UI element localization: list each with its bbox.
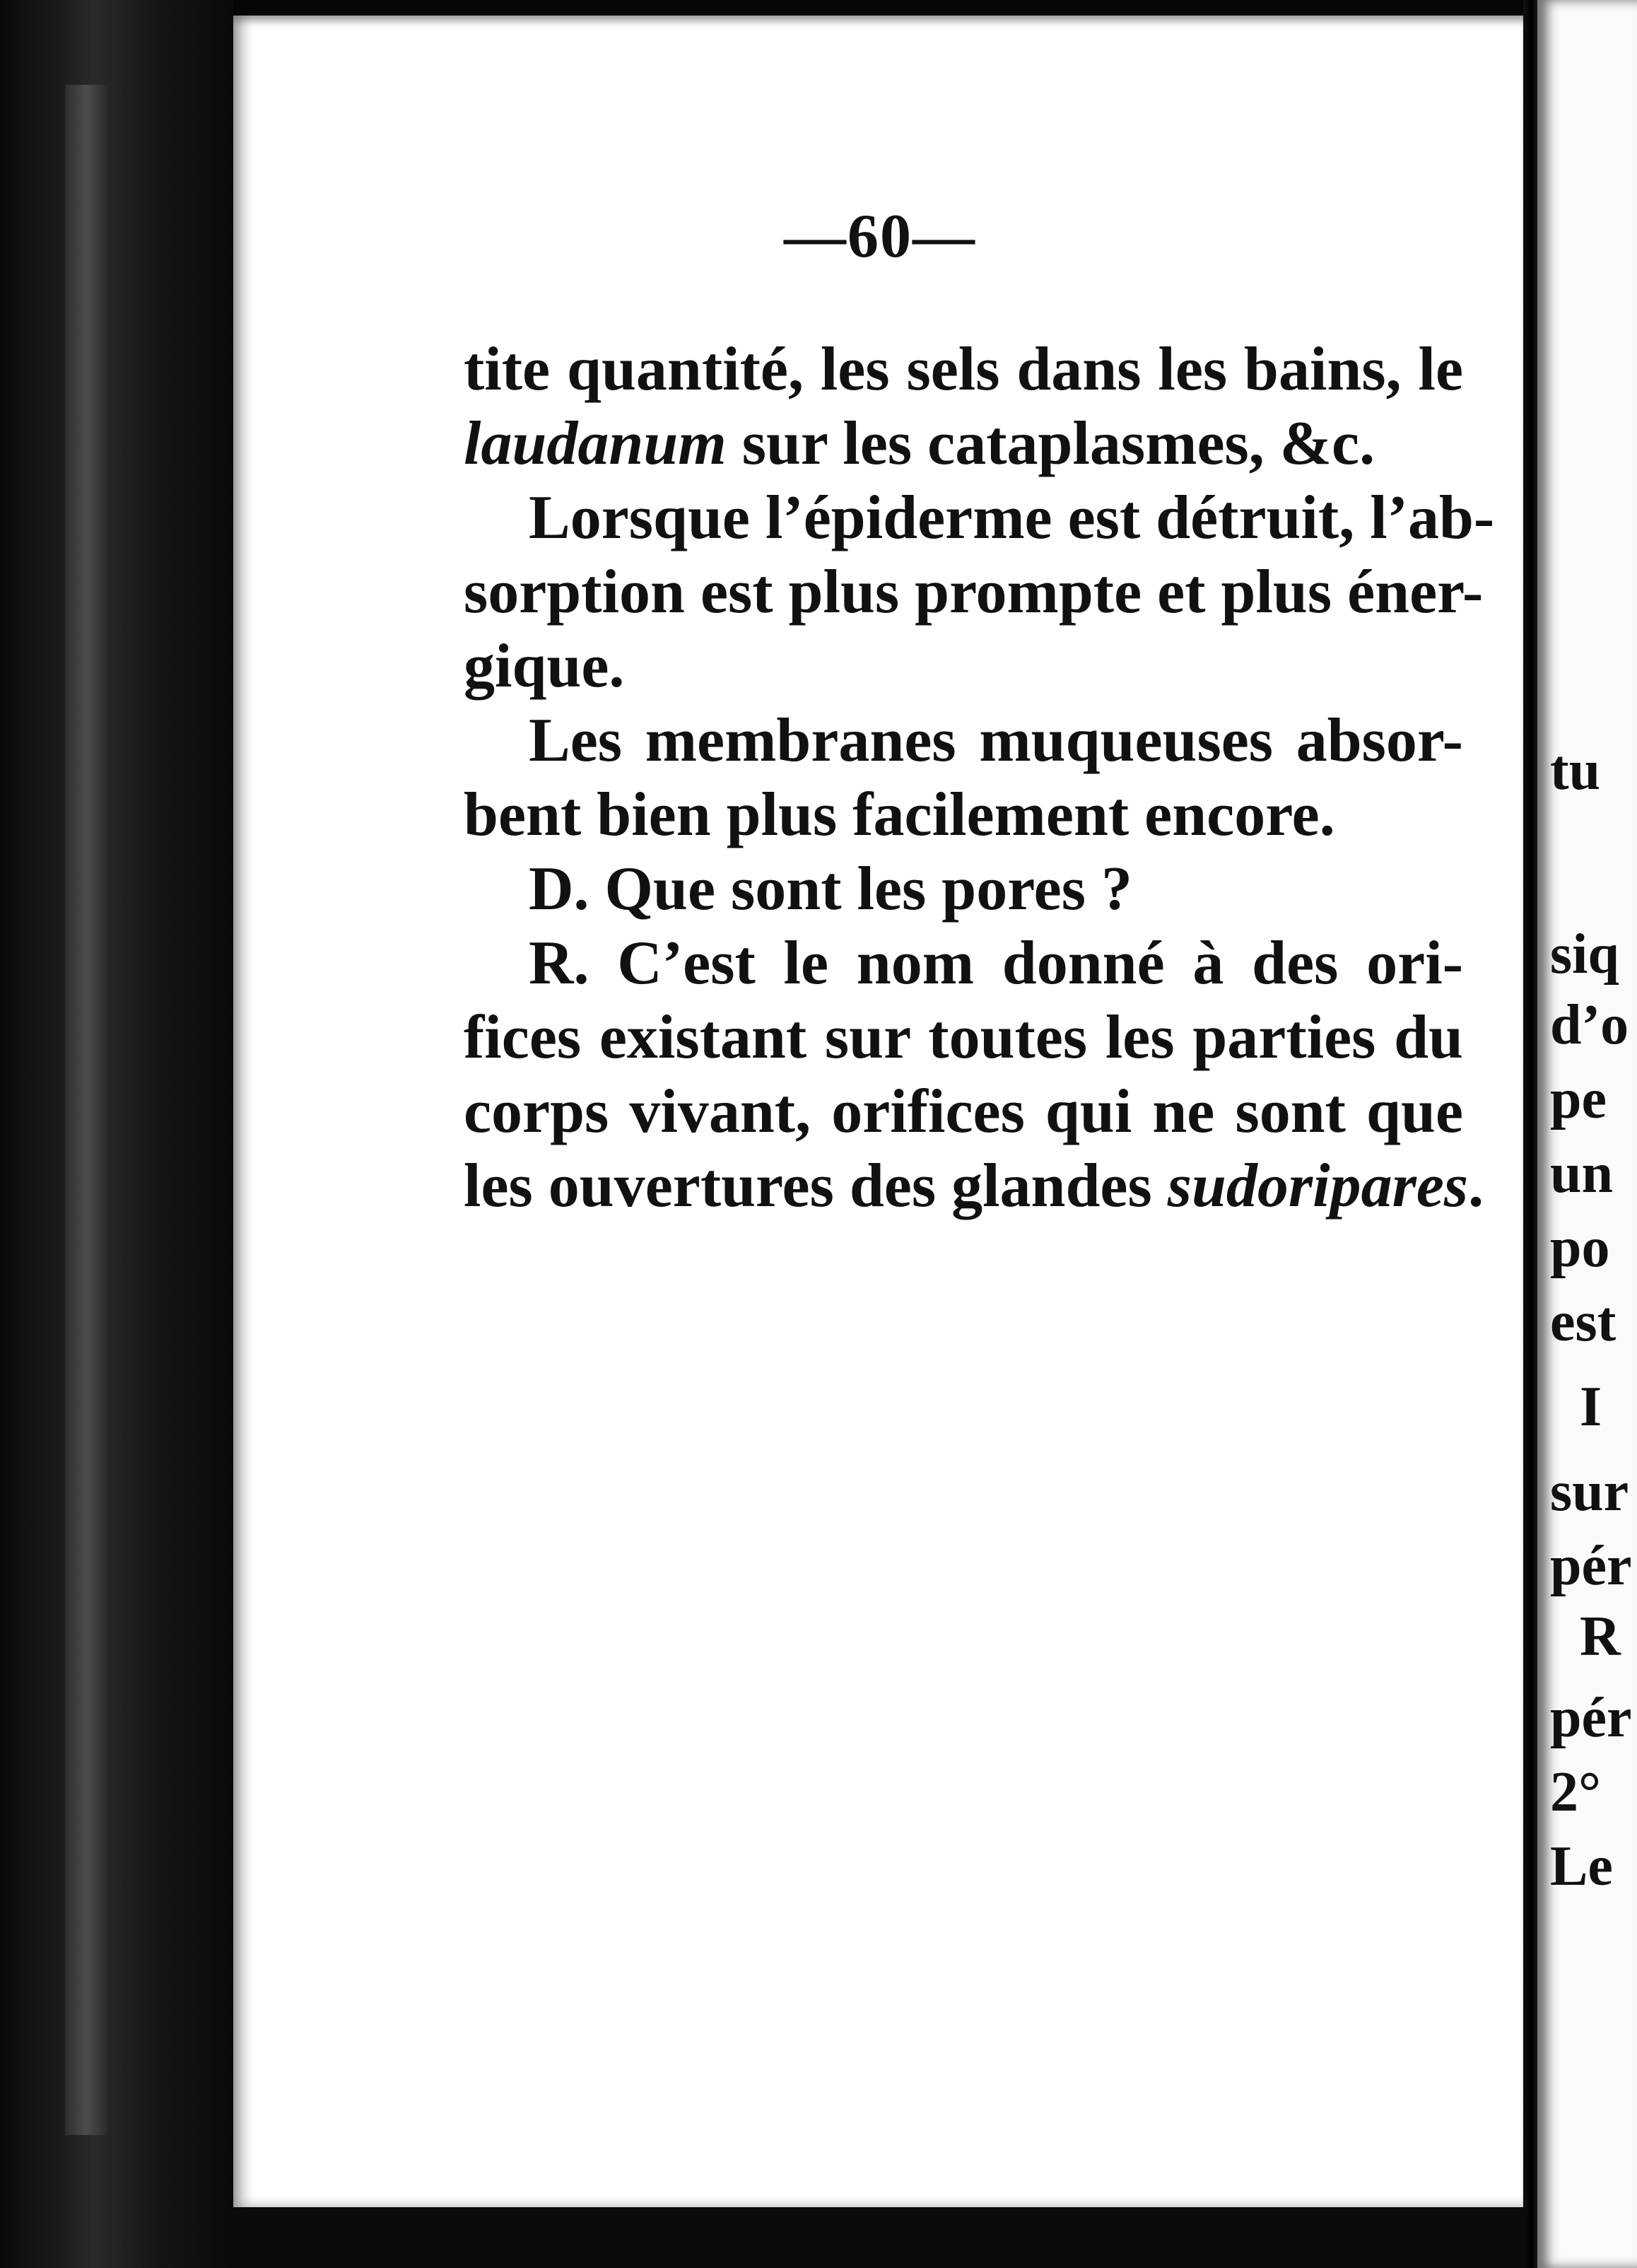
text-line-4: sorption est plus prompte et plus éner- [464,558,1484,626]
right-page-fragment: I [1580,1376,1602,1438]
page-number: —60— [784,202,976,271]
right-page-fragment: d’o [1550,994,1629,1056]
right-page-fragment: tu [1550,740,1601,802]
right-page-fragment: pe [1550,1068,1607,1130]
page-body-text [464,332,1495,1223]
right-page-fragment: po [1550,1217,1610,1279]
text-line-6: Les membranes muqueuses absor- [529,706,1463,775]
right-page-fragment: R [1580,1606,1621,1668]
answer-line-1: R. C’est le nom donné à des ori- [529,929,1463,998]
right-page-fragment: sur [1550,1461,1629,1523]
right-page-fragment: 2° [1550,1761,1601,1823]
text-line-7: bent bien plus facilement encore. [464,781,1335,849]
book-page [233,16,1527,2207]
answer-line-2: fices existant sur toutes les parties du [464,1003,1463,1072]
right-page-fragment: pér [1550,1687,1632,1749]
bottom-scan-edge [233,2207,1527,2268]
right-page-fragment: un [1550,1142,1613,1205]
question-line: D. Que sont les pores ? [529,855,1132,923]
text-line-5: gique. [464,632,625,701]
italic-word: laudanum [464,409,727,478]
answer-line-3: corps vivant, orifices qui ne sont que [464,1077,1463,1146]
right-page-fragment: siq [1550,923,1619,986]
italic-word: sudoripares [1167,1152,1469,1220]
text-line-1: tite quantité, les sels dans les bains, le [464,335,1463,404]
right-page-fragment: pér [1550,1535,1632,1597]
text-line-3: Lorsque l’épiderme est détruit, l’ab- [529,484,1495,552]
left-book-edge [0,0,233,2268]
right-page-fragment: Le [1550,1835,1613,1898]
right-page-fragment: est [1550,1291,1617,1353]
answer-line-4: les ouvertures des glandes sudoripares. [464,1152,1484,1220]
bleed-through-text [445,1316,1470,1389]
adjacent-right-page [1537,0,1637,2268]
left-page-stack [65,85,107,2135]
text-line-2: laudanum sur les cataplasmes, &c. [464,409,1375,478]
